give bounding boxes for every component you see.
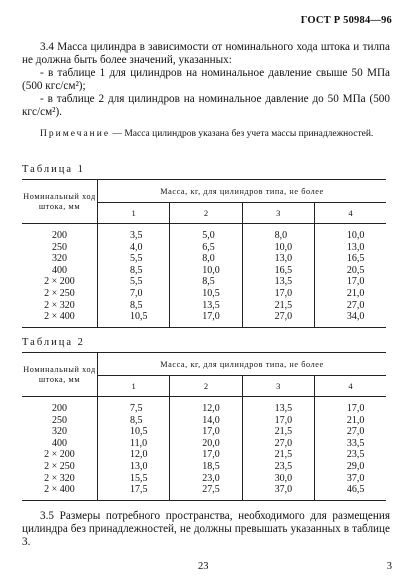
value-cell: 13,5 <box>274 403 293 414</box>
stroke-cell: 320 <box>52 426 67 438</box>
value-cell: 17,0 <box>346 403 365 414</box>
value-cell: 10,0 <box>202 264 220 276</box>
stroke-cell: 250 <box>52 414 67 426</box>
value-cell: 7,0 <box>130 287 143 299</box>
value-cell: 11,0 <box>130 437 148 449</box>
section-3-4-item1: - в таблице 1 для цилиндров на номинальное давление свыше 50 МПа (500 кгс/см²); <box>22 67 390 92</box>
table1-values-type2 <box>170 224 242 328</box>
table1-stroke-header: Номинальный ход штока, мм <box>22 180 98 224</box>
value-cell: 21,0 <box>346 287 365 299</box>
value-cell: 23,5 <box>274 460 293 472</box>
value-cell: 16,5 <box>274 264 293 276</box>
value-cell: 17,0 <box>202 426 220 438</box>
stroke-cell: 2 × 200 <box>44 449 75 461</box>
table1-col-3: 3 <box>242 203 314 224</box>
value-cell: 8,5 <box>130 264 143 276</box>
value-cell: 27,0 <box>274 437 293 449</box>
value-cell: 17,0 <box>202 449 220 461</box>
table2 <box>22 352 386 501</box>
table1-col-1: 1 <box>98 203 170 224</box>
table2-col-3: 3 <box>242 376 314 397</box>
section-3-5: 3.5 Размеры потребного пространства, необходимого для размещения цилиндра без принадлежностей, не должны превышать указанных в таблице 3. <box>22 510 390 548</box>
table2-mass-header: Масса, кг, для цилиндров типа, не более <box>98 353 387 376</box>
value-cell: 16,5 <box>346 253 365 265</box>
table2-values-type4 <box>314 397 386 501</box>
value-cell: 21,5 <box>274 299 293 311</box>
value-cell: 5,0 <box>202 230 215 241</box>
value-cell: 3,5 <box>130 230 143 241</box>
value-cell: 21,5 <box>274 449 293 461</box>
section-3-4-item2: - в таблице 2 для цилиндров на номинальное давление до 50 МПа (500 кгс/см²). <box>22 93 390 118</box>
table2-values-type3 <box>242 397 314 501</box>
table2-values-type2 <box>170 397 242 501</box>
value-cell: 5,5 <box>130 253 143 265</box>
stroke-cell: 400 <box>52 437 67 449</box>
stroke-cell: 2 × 200 <box>44 276 75 288</box>
value-cell: 4,0 <box>130 241 143 253</box>
value-cell: 23,5 <box>346 449 365 461</box>
value-cell: 20,0 <box>202 437 220 449</box>
table1-values-type3 <box>242 224 314 328</box>
table1-col-4: 4 <box>314 203 386 224</box>
value-cell: 8,0 <box>202 253 215 265</box>
value-cell: 8,5 <box>130 414 143 426</box>
table1-col-2: 2 <box>170 203 242 224</box>
section-3-4-intro: 3.4 Масса цилиндра в зависимости от номинального хода штока и тилпа не должна быть более значений, указанных: <box>22 41 390 66</box>
table1-mass-header: Масса, кг, для цилиндров типа, не более <box>98 180 387 203</box>
table2-strokes <box>22 397 98 501</box>
value-cell: 15,5 <box>130 472 148 484</box>
table1-values-type4 <box>314 224 386 328</box>
value-cell: 46,5 <box>346 484 365 496</box>
value-cell: 17,0 <box>202 311 220 323</box>
value-cell: 12,0 <box>202 403 220 414</box>
value-cell: 13,0 <box>130 460 148 472</box>
value-cell: 17,0 <box>274 414 293 426</box>
standard-header: ГОСТ Р 50984—96 <box>300 15 392 26</box>
value-cell: 13,0 <box>274 253 293 265</box>
value-cell: 27,5 <box>202 484 220 496</box>
stroke-cell: 2 × 250 <box>44 287 75 299</box>
value-cell: 34,0 <box>346 311 365 323</box>
table1-values-type1 <box>98 224 170 328</box>
value-cell: 27,0 <box>346 426 365 438</box>
value-cell: 37,0 <box>274 484 293 496</box>
value-cell: 10,5 <box>130 426 148 438</box>
value-cell: 10,5 <box>130 311 148 323</box>
value-cell: 18,5 <box>202 460 220 472</box>
stroke-cell: 250 <box>52 241 67 253</box>
stroke-cell: 400 <box>52 264 67 276</box>
note-text: — Масса цилиндров указана без учета массы принадлежностей. <box>110 129 374 139</box>
table1 <box>22 179 386 328</box>
table2-col-2: 2 <box>170 376 242 397</box>
stroke-cell: 200 <box>52 403 67 414</box>
stroke-cell: 2 × 400 <box>44 484 75 496</box>
stroke-cell: 2 × 400 <box>44 311 75 323</box>
value-cell: 10,5 <box>202 287 220 299</box>
table2-col-1: 1 <box>98 376 170 397</box>
value-cell: 12,0 <box>130 449 148 461</box>
note-label: Примечание <box>40 129 111 139</box>
stroke-cell: 320 <box>52 253 67 265</box>
stroke-cell: 2 × 250 <box>44 460 75 472</box>
stroke-cell: 200 <box>52 230 67 241</box>
stroke-cell: 2 × 320 <box>44 472 75 484</box>
table2-caption: Таблица 2 <box>22 337 85 348</box>
table2-col-4: 4 <box>314 376 386 397</box>
value-cell: 13,5 <box>202 299 220 311</box>
value-cell: 13,0 <box>346 241 365 253</box>
page-number-right: 3 <box>386 561 392 572</box>
value-cell: 23,0 <box>202 472 220 484</box>
value-cell: 21,0 <box>346 414 365 426</box>
note <box>22 128 390 140</box>
value-cell: 10,0 <box>274 241 293 253</box>
value-cell: 29,0 <box>346 460 365 472</box>
table2-values-type1 <box>98 397 170 501</box>
table1-strokes <box>22 224 98 328</box>
value-cell: 8,0 <box>274 230 288 241</box>
value-cell: 33,5 <box>346 437 365 449</box>
value-cell: 6,5 <box>202 241 215 253</box>
value-cell: 20,5 <box>346 264 365 276</box>
value-cell: 8,5 <box>202 276 215 288</box>
table1-caption: Таблица 1 <box>22 164 85 175</box>
section-3-4 <box>22 41 390 119</box>
value-cell: 21,5 <box>274 426 293 438</box>
value-cell: 17,5 <box>130 484 148 496</box>
value-cell: 27,0 <box>274 311 293 323</box>
value-cell: 37,0 <box>346 472 365 484</box>
value-cell: 5,5 <box>130 276 143 288</box>
stroke-cell: 2 × 320 <box>44 299 75 311</box>
value-cell: 8,5 <box>130 299 143 311</box>
value-cell: 17,0 <box>346 276 365 288</box>
value-cell: 7,5 <box>130 403 143 414</box>
page-number-center: 23 <box>198 561 209 572</box>
value-cell: 17,0 <box>274 287 293 299</box>
value-cell: 27,0 <box>346 299 365 311</box>
value-cell: 14,0 <box>202 414 220 426</box>
value-cell: 10,0 <box>346 230 365 241</box>
table2-stroke-header: Номинальный ход штока, мм <box>22 353 98 397</box>
value-cell: 30,0 <box>274 472 293 484</box>
value-cell: 13,5 <box>274 276 293 288</box>
